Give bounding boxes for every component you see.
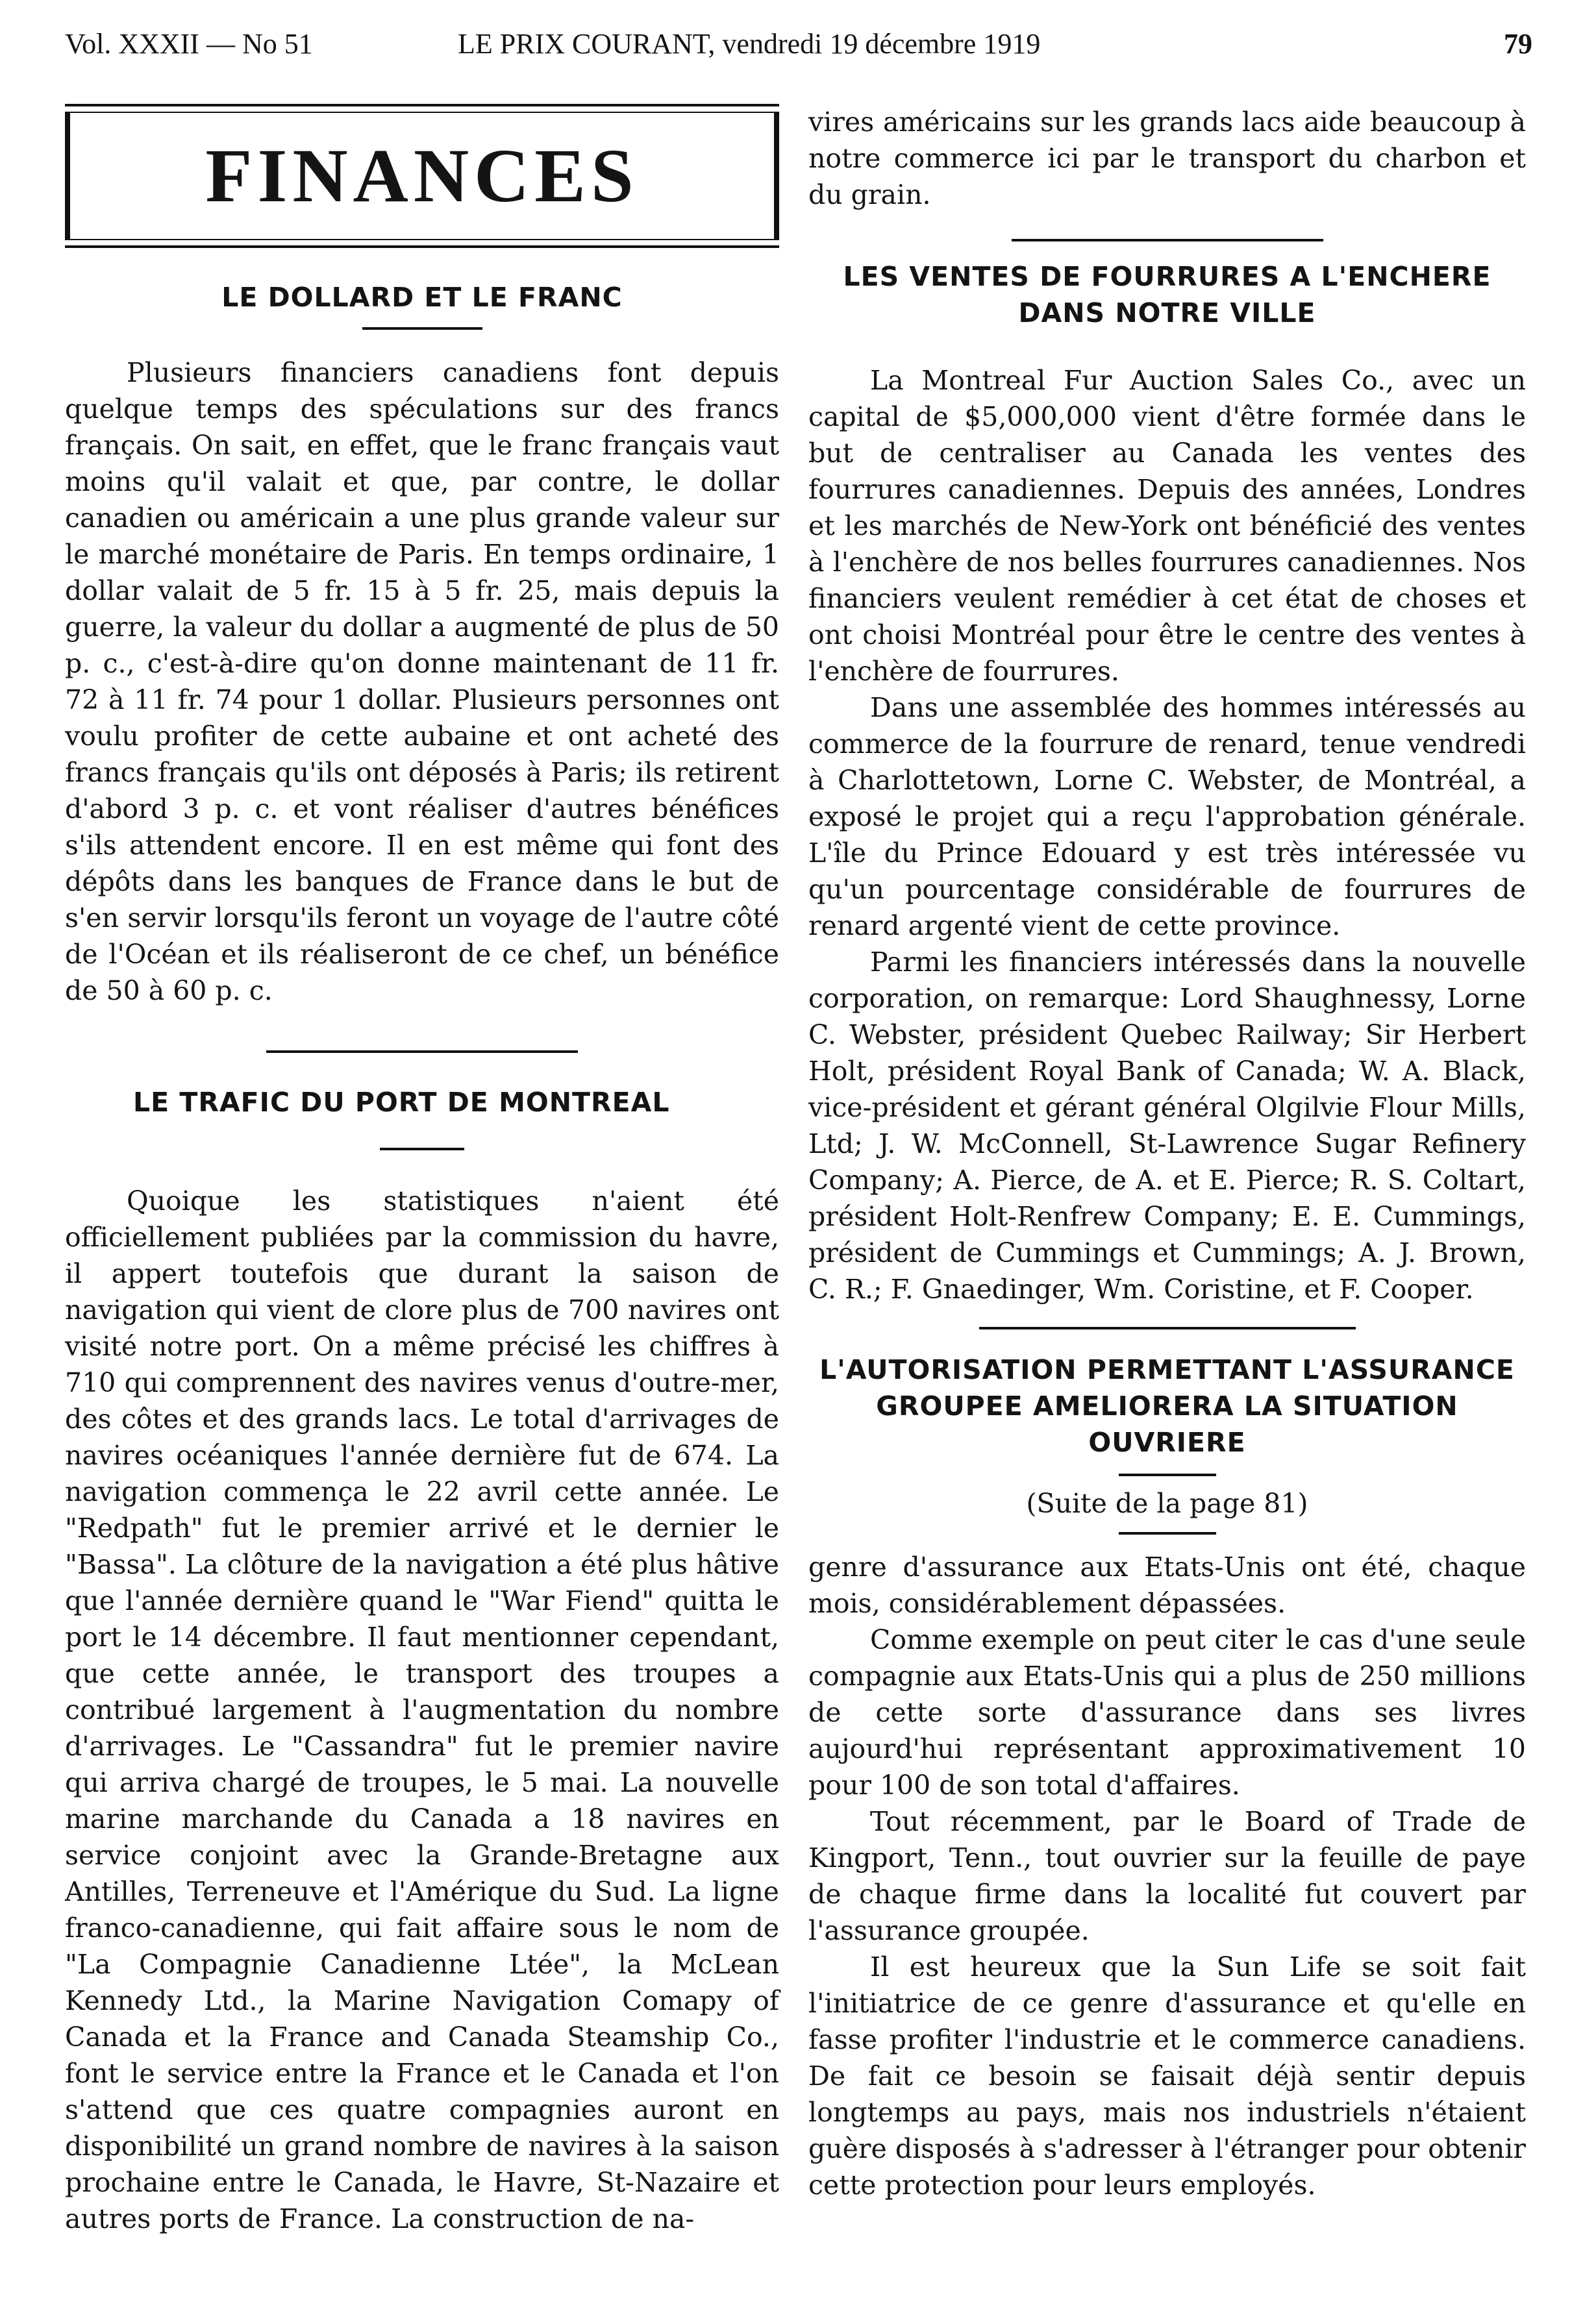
article-title-assurance-line3: OUVRIERE [1088, 1427, 1246, 1458]
page-number: 79 [1504, 28, 1532, 60]
article-title-fourrures-line1: LES VENTES DE FOURRURES A L'ENCHERE [843, 261, 1491, 292]
section-banner-title: FINANCES [65, 112, 779, 240]
continuation-paragraph: vires américains sur les grands lacs aide beaucoup à notre commerce ici par le transport du charbon et du grain. [808, 106, 1526, 210]
article-title-assurance-line2: GROUPEE AMELIORERA LA SITUATION [876, 1391, 1458, 1422]
article-paragraph: Dans une assemblée des hommes intéressés au commerce de la fourrure de renard, tenue vendredi à Charlottetown, Lorne C. Webster, de Montréal, a exposé le projet qui a reçu l'approbation générale. L'île du Prince Edouard y est très intéressée vu qu'un pourcentage considérable de fourrures de renard argenté vient de cette province. [808, 692, 1526, 941]
article-paragraph: Tout récemment, par le Board of Trade de Kingport, Tenn., tout ouvrier sur la feuille de paye de chaque firme dans la localité fut couvert par l'assurance groupée. [808, 1806, 1526, 1946]
article-title-fourrures-line2: DANS NOTRE VILLE [1018, 297, 1316, 328]
article-separator [979, 1327, 1356, 1329]
right-column [808, 104, 1526, 2203]
article-paragraph: La Montreal Fur Auction Sales Co., avec un capital de $5,000,000 vient d'être formée dans le but de centraliser au Canada les ventes des fourrures canadiennes. Depuis des années, Londres et les marchés de New-York ont bénéficié des ventes à l'enchère de nos belles fourrures canadiennes. Nos financiers veulent remédier à cet état de choses et ont choisi Montréal pour être le centre des ventes à l'enchère de fourrures. [808, 365, 1526, 687]
article-separator [266, 1050, 578, 1053]
article-title-assurance-line1: L'AUTORISATION PERMETTANT L'ASSURANCE [819, 1354, 1515, 1385]
article-title-port-montreal: LE TRAFIC DU PORT DE MONTREAL [133, 1087, 670, 1118]
publication-date: LE PRIX COURANT, vendredi 19 décembre 1919 [458, 28, 1041, 60]
article-title-dollar-franc: LE DOLLARD ET LE FRANC [221, 282, 623, 313]
title-rule [1119, 1532, 1216, 1535]
title-rule [362, 327, 482, 330]
left-column [65, 279, 779, 2237]
volume-number: Vol. XXXII — No 51 [65, 28, 313, 60]
article-paragraph: Plusieurs financiers canadiens font depuis quelque temps des spéculations sur des francs français. On sait, en effet, que le franc français vaut moins qu'il valait et que, par contre, le dollar canadien ou américain a une plus grande valeur sur le marché monétaire de Paris. En temps ordinaire, 1 dollar valait de 5 fr. 15 à 5 fr. 25, mais depuis la guerre, la valeur du dollar a augmenté de plus de 50 p. c., c'est-à-dire qu'on donne maintenant de 11 fr. 72 à 11 fr. 74 pour 1 dollar. Plusieurs personnes ont voulu profiter de cette aubaine et ont acheté des francs français qu'ils ont déposés à Paris; ils retirent d'abord 3 p. c. et vont réaliser d'autres bénéfices s'ils attendent encore. Il en est même qui font des dépôts dans les banques de France dans le but de s'en servir lorsqu'ils feront un voyage de l'autre côté de l'Océan et ils réaliseront de ce chef, un bénéfice de 50 à 60 p. c. [65, 357, 779, 1006]
article-paragraph: Il est heureux que la Sun Life se soit fait l'initiatrice de ce genre d'assurance et qu'elle en fasse profiter l'industrie et le commerce canadiens. De fait ce besoin se faisait déjà sentir depuis longtemps au pays, mais nos industriels n'étaient guère disposés à s'adresser à l'étranger pour obtenir cette protection pour leurs employés. [808, 1951, 1526, 2201]
article-paragraph: genre d'assurance aux Etats-Unis ont été, chaque mois, considérablement dépassées. [808, 1551, 1526, 1619]
title-rule [1119, 1474, 1216, 1476]
running-header [65, 27, 1532, 73]
article-paragraph: Parmi les financiers intéressés dans la nouvelle corporation, on remarque: Lord Shaughnessy, Lorne C. Webster, président Quebec Railway; Sir Herbert Holt, président Royal Bank of Canada; W. A. Black, vice-président et gérant général Olgilvie Flour Mills, Ltd; J. W. McConnell, St-Lawrence Sugar Refinery Company; A. Pierce, de A. et E. Pierce; R. S. Coltart, président Holt-Renfrew Company; E. E. Cummings, président de Cummings et Cummings; A. J. Brown, C. R.; F. Gnaedinger, Wm. Coristine, et F. Cooper. [808, 946, 1526, 1305]
article-paragraph: Quoique les statistiques n'aient été officiellement publiées par la commission du havre, il appert toutefois que durant la saison de navigation qui vient de clore plus de 700 navires ont visité notre port. On a même précisé les chiffres à 710 qui comprennent des navires venus d'outre-mer, des côtes et des grands lacs. Le total d'arrivages de navires océaniques l'année dernière fut de 674. La navigation commença le 22 avril cette année. Le "Redpath" fut le premier arrivé et le dernier le "Bassa". La clôture de la navigation a été plus hâtive que l'année dernière quand le "War Fiend" quitta le port le 14 décembre. Il faut mentionner cependant, que cette année, le transport des troupes a contribué largement à l'augmentation du nombre d'arrivages. Le "Cassandra" fut le premier navire qui arriva chargé de troupes, le 5 mai. La nouvelle marine marchande du Canada a 18 navires en service conjoint avec la Grande-Bretagne aux Antilles, Terreneuve et l'Amérique du Sud. La ligne franco-canadienne, qui fait affaire sous le nom de "La Compagnie Canadienne Ltée", la McLean Kennedy Ltd., la Marine Navigation Comapy of Canada et la France and Canada Steamship Co., font le service entre la France et le Canada et l'on s'attend que ces quatre compagnies auront en disponibilité un grand nombre de navires à la saison prochaine entre le Canada, le Havre, St-Nazaire et autres ports de France. La construction de na- [65, 1185, 779, 2234]
article-separator [1012, 239, 1323, 241]
title-rule [380, 1148, 464, 1150]
section-banner [65, 104, 779, 248]
article-paragraph: Comme exemple on peut citer le cas d'une seule compagnie aux Etats-Unis qui a plus de 250 millions de cette sorte d'assurance dans ses livres aujourd'hui représentant approximativement 10 pour 100 de son total d'affaires. [808, 1624, 1526, 1801]
article-continuation-note: (Suite de la page 81) [1026, 1488, 1308, 1519]
